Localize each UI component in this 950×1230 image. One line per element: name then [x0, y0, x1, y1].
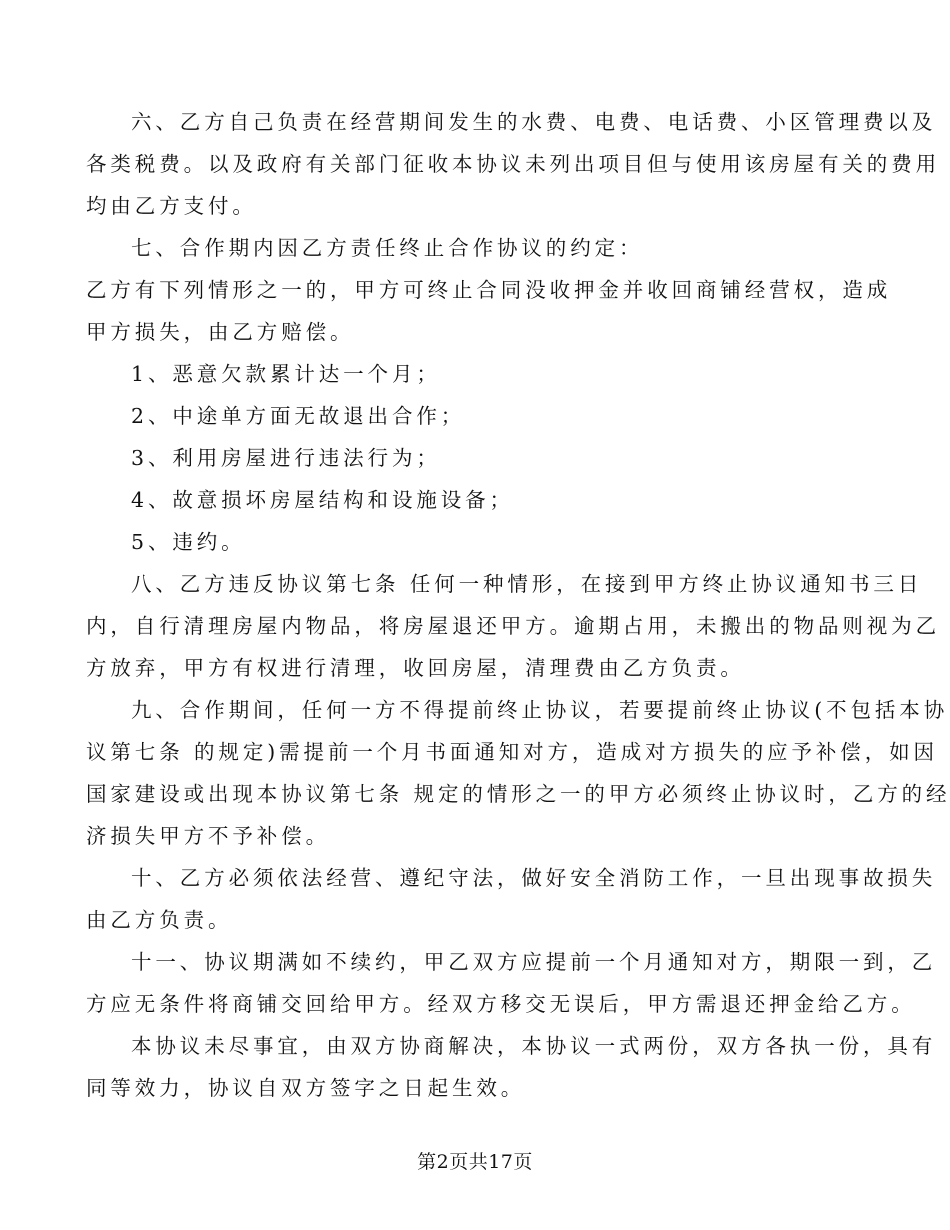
paragraph-line: 各类税费。以及政府有关部门征收本协议未列出项目但与使用该房屋有关的费用: [86, 152, 940, 176]
list-item: 3、利用房屋进行违法行为；: [131, 446, 441, 470]
paragraph-line: 内，自行清理房屋内物品，将房屋退还甲方。逾期占用，未搬出的物品则视为乙: [86, 614, 940, 638]
paragraph-line: 济损失甲方不予补偿。: [86, 824, 330, 848]
paragraph-line: 均由乙方支付。: [86, 194, 257, 218]
paragraph-line: 国家建设或出现本协议第七条 规定的情形之一的甲方必须终止协议时，乙方的经: [86, 782, 950, 806]
paragraph-line: 议第七条 的规定)需提前一个月书面通知对方，造成对方损失的应予补偿，如因: [86, 740, 938, 764]
paragraph-line: 七、合作期内因乙方责任终止合作协议的约定：: [131, 236, 644, 260]
paragraph-line: 甲方损失，由乙方赔偿。: [86, 320, 355, 344]
paragraph-line: 六、乙方自己负责在经营期间发生的水费、电费、电话费、小区管理费以及: [131, 110, 937, 134]
page-number-footer: 第2页共17页: [417, 1151, 533, 1173]
list-item: 5、违约。: [131, 530, 246, 554]
paragraph-line: 乙方有下列情形之一的，甲方可终止合同没收押金并收回商铺经营权，造成: [86, 278, 892, 302]
paragraph-line: 十、乙方必须依法经营、遵纪守法，做好安全消防工作，一旦出现事故损失: [131, 866, 937, 890]
paragraph-line: 八、乙方违反协议第七条 任何一种情形，在接到甲方终止协议通知书三日: [131, 572, 923, 596]
paragraph-line: 方应无条件将商铺交回给甲方。经双方移交无误后，甲方需退还押金给乙方。: [86, 992, 916, 1016]
paragraph-line: 同等效力，协议自双方签字之日起生效。: [86, 1076, 526, 1100]
list-item: 4、故意损坏房屋结构和设施设备；: [131, 488, 514, 512]
paragraph-line: 十一、协议期满如不续约，甲乙双方应提前一个月通知对方，期限一到，乙: [131, 950, 937, 974]
paragraph-line: 由乙方负责。: [86, 908, 233, 932]
paragraph-line: 本协议未尽事宜，由双方协商解决，本协议一式两份，双方各执一份，具有: [131, 1034, 937, 1058]
list-item: 2、中途单方面无故退出合作；: [131, 404, 466, 428]
paragraph-line: 九、合作期间，任何一方不得提前终止协议，若要提前终止协议(不包括本协: [131, 698, 949, 722]
paragraph-line: 方放弃，甲方有权进行清理，收回房屋，清理费由乙方负责。: [86, 656, 745, 680]
list-item: 1、恶意欠款累计达一个月；: [131, 362, 441, 386]
